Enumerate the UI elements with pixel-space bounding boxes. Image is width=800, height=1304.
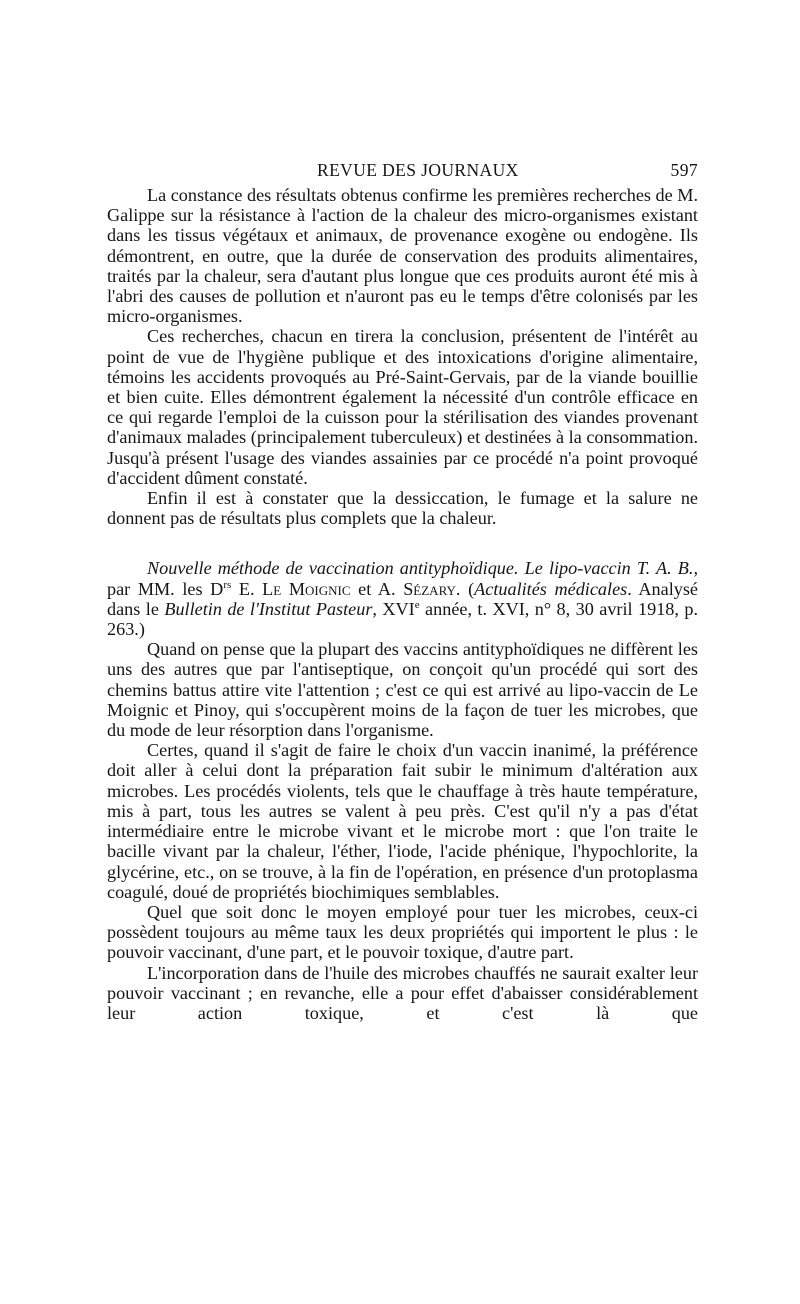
paragraph: Quand on pense que la plupart des vaccins antityphoïdiques ne diffèrent les uns des autres que par l'antiseptique, on conçoit qu'un procédé qui sort des chemins battus attire vite l'attention ; c'est ce qui est arrivé au lipo-vaccin de Le Moignic et Pinoy, qui s'occupèrent moins de la façon de tuer les microbes, que du mode de leur résorption dans l'organisme. (107, 639, 698, 741)
citation-periodical: Actualités médicales (474, 578, 628, 599)
citation-details: année, t. XVI, n° 8, 30 avril 1918, p. 263.) (107, 598, 698, 640)
citation-and: et A. (350, 578, 404, 599)
paragraph: Ces recherches, chacun en tirera la conclusion, présentent de l'intérêt au point de vue de l'hygiène publique et des intoxications d'origine alimentaire, témoins les accidents provoqués au Pré-Saint-Gervais, par de la viande bouillie et bien cuite. Elles démontrent également la nécessité d'un contrôle efficace en ce qui regarde l'emploi de la cuisson pour la stérilisation des viandes provenant d'animaux malades (principalement tuberculeux) et destinées à la consommation. Jusqu'à présent l'usage des viandes assainies par ce procédé n'a point provoqué d'accident dûment constaté. (107, 326, 698, 488)
page-number: 597 (670, 160, 698, 180)
citation-by-superscript: rs (223, 578, 232, 591)
citation-author1: Le Moignic (262, 578, 351, 599)
citation-author1-initial: E. (231, 578, 263, 599)
running-title: REVUE DES JOURNAUX (317, 160, 519, 180)
citation-analysed: . Analysé dans le (107, 578, 698, 619)
page-header (147, 160, 698, 184)
citation-journal: Bulletin de l'Institut Pasteur (164, 598, 373, 619)
paragraph: L'incorporation dans de l'huile des microbes chauffés ne saurait exalter leur pouvoir vaccinant ; en revanche, elle a pour effet d'abaisser considérablement leur action toxique, et c'est là que (107, 962, 698, 1023)
paragraph: La constance des résultats obtenus confirme les premières recherches de M. Galippe sur la résistance à l'action de la chaleur des micro-organismes existant dans les tissus végétaux et animaux, de provenance exogène ou endogène. Ils démontrent, en outre, que la durée de conservation des produits alimentaires, traités par la chaleur, sera d'autant plus longue que ces produits auront été mis à l'abri des causes de pollution et n'auront pas eu le temps d'être colonisés par les micro-organismes. (107, 185, 698, 327)
citation-title: Nouvelle méthode de vaccination antityphoïdique. Le lipo-vaccin T. A. B., (147, 558, 698, 579)
citation-year: , XVI (372, 598, 415, 619)
citation-year-superscript: e (414, 598, 420, 611)
citation-author2: Sézary (403, 578, 456, 599)
paragraph: Enfin il est à constater que la dessiccation, le fumage et la salure ne donnent pas de résultats plus complets que la chaleur. (107, 488, 698, 529)
citation-by: par MM. les D (107, 578, 224, 599)
article-body (107, 185, 698, 1023)
paragraph: Quel que soit donc le moyen employé pour tuer les microbes, ceux-ci possèdent toujours au même taux les deux propriétés qui importent le plus : le pouvoir vaccinant, d'une part, et le pouvoir toxique, d'autre part. (107, 901, 698, 963)
paragraph: Certes, quand il s'agit de faire le choix d'un vaccin inanimé, la préférence doit aller à celui dont la préparation fait subir le minimum d'altération aux microbes. Les procédés violents, tels que le chauffage à très haute température, mis à part, tous les autres se valent à peu près. C'est qu'il n'y a pas d'état intermédiaire entre le microbe vivant et le microbe mort : que l'on traite le bacille vivant par la chaleur, l'éther, l'iode, l'acide phénique, l'hypochlorite, la glycérine, etc., on se trouve, à la fin de l'opération, en présence d'un protoplasma coagulé, doué de propriétés biochimiques semblables. (107, 740, 698, 902)
citation-dot: . ( (455, 578, 475, 599)
article-citation (107, 558, 698, 639)
